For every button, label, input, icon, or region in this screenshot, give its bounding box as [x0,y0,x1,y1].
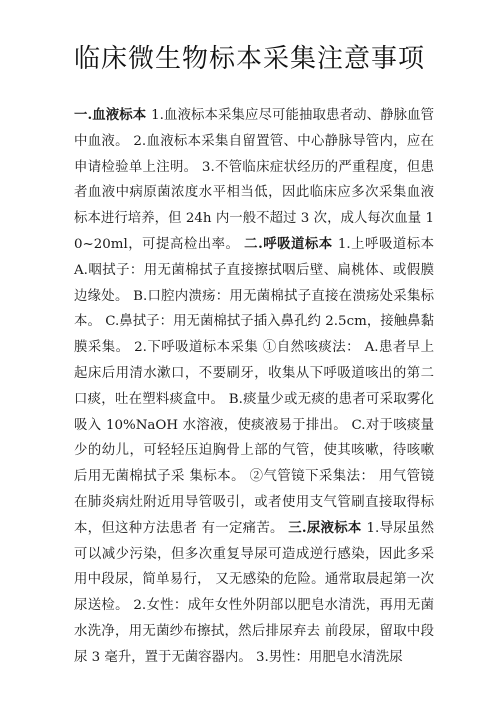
document-body [74,103,434,671]
section-text-urine: 1.导尿虽然可以减少污染，但多次重复导尿可造成逆行感染，因此多采用中段尿，简单易行， 又无感染的危险。通常取晨起第一次尿送检。 2.女性：成年女性外阴部以肥皂水清洗，再用无菌水洗净，用无菌纱布擦拭，然后排尿弃去 前段尿，留取中段尿 3 毫升，置于无菌容器内。 3.男性：用肥皂水清洗尿 [74,520,434,665]
section-heading-urine: 三.尿液标本 [288,519,367,536]
section-text-blood: 1.血液标本采集应尽可能抽取患者动、静脉血管中血液。 2.血液标本采集自留置管、中心静脉导管内，应在申请检验单上注明。 3.不管临床症状经历的严重程度，但患者血液中病原菌浓度水平相当低，因此临床应多次采集血液标本进行培养，但 24h 内一般不超过 3 次，成人每次血量 10~20ml，可提高检出率。 [74,108,434,252]
document-title: 临床微生物标本采集注意事项 [74,44,426,74]
section-heading-respiratory: 二.呼吸道标本 [244,235,338,252]
section-heading-blood: 一.血液标本 [74,107,152,123]
section-text-respiratory: 1.上呼吸道标本 A.咽拭子：用无菌棉拭子直接擦拭咽后壁、扁桃体、或假膜边缘处。 B.口腔内溃疡：用无菌棉拭子直接在溃疡处采集标本。 C.鼻拭子：用无菌棉拭子插入鼻孔约 2.5cm，接触鼻黏膜采集。 2.下呼吸道标本采集 ①自然咳痰法： A.患者早上起床后用清水漱口，不要刷牙，收集从下呼吸道咳出的第二口痰，吐在塑料痰盒中。 B.痰量少或无痰的患者可采取雾化吸入 10%NaOH 水溶液，使痰液易于排出。 C.对于咳痰量少的幼儿，可轻轻压迫胸骨上部的气管，使其咳嗽，待咳嗽后用无菌棉拭子采 集标本。 ②气管镜下采集法： 用气管镜在肺炎病灶附近用导管吸引，或者使用支气管刷直接取得标本，但这种方法患者 有一定痛苦。 [74,236,435,536]
